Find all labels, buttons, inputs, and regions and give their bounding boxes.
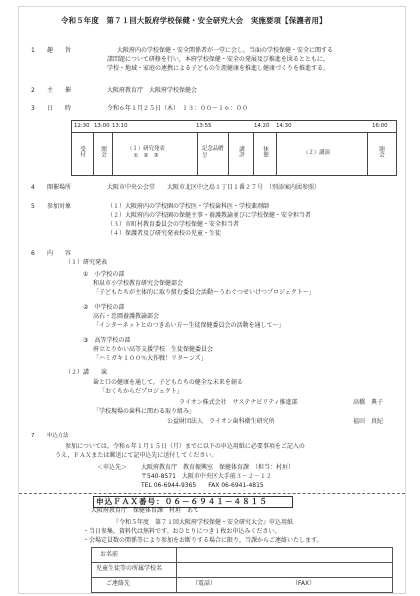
s1-line-1: 大阪府内の学校保健・安全関係者が一堂に会し，当面の学校保健・安全に関する: [117, 47, 334, 54]
dest-line-1: 大阪府教育庁 教育振興室 保健体育課 （担当：村垣）: [141, 464, 295, 471]
form-divider: [176, 548, 177, 592]
cell-heikai: 閉会: [378, 146, 384, 158]
cut-line: [19, 493, 405, 494]
dest-label: ＜申込先＞: [97, 464, 128, 471]
lecture-title-1: 歯と口の健康を通して，子どもたちの健全な未来を創る: [93, 379, 243, 386]
cell-lecture: （２）講演: [277, 132, 368, 175]
p1-org: 和泉市小学校教育研究会保健部会: [93, 280, 184, 287]
speaker1-name: 高橋 典子: [353, 399, 384, 406]
dest-line-3: TEL 06-6944-9365 FAX 06-6941-4815: [141, 482, 264, 489]
speaker1-org: ライオン株式会社 サステナビリティ推進部: [179, 399, 298, 406]
s3-label: 日 時: [47, 105, 72, 112]
s1-line-3: 学校・地域・家庭の連携による子どもの生涯健康を推進し健康づくりを推進する。: [107, 65, 330, 72]
page-title: 令和５年度 第７１回大阪府学校保健・安全研究大会 実施要項【保護者用】: [61, 16, 327, 25]
s2-text: 大阪府教育庁 大阪府学校保健会: [107, 87, 198, 94]
form-field-school[interactable]: [178, 563, 390, 576]
s5-item-1: （１）大阪府内の学校園の学校医・学校歯科医・学校薬剤師: [107, 203, 270, 210]
p3-head: ③ 高等学校の部: [83, 337, 131, 344]
s2-label: 主 催: [47, 87, 72, 94]
cell-kaikai: 開会: [94, 132, 113, 175]
s7-label: 申込方法: [47, 433, 69, 439]
p3-topic: 「ハミガキ１００％大作戦！リターンズ」: [93, 355, 207, 362]
s1-line-2: 諸問題について研修を行い，本府学校保健・安全の発展及び推進を図るとともに，: [107, 56, 329, 63]
p1-topic: 「子どもたちが主体的に取り組む委員会活動～うわぐつせいけつプロジェクト～」: [93, 289, 315, 296]
application-form: [91, 547, 393, 593]
form-title: 『令和５年度 第７１回大阪府学校保健・安全研究大会』申込用紙: [113, 519, 294, 526]
s2-num: 2: [31, 87, 35, 94]
s3-num: 3: [31, 105, 35, 112]
s6-sub1: （１）研究発表: [65, 259, 108, 266]
form-field-phone[interactable]: [216, 578, 288, 590]
time-1230: 12:30: [74, 123, 90, 129]
time-1355: 13:55: [196, 123, 212, 129]
cell-kohyo: 講評: [229, 132, 254, 175]
cell-research: （１）研究発表 ① ② ③: [113, 132, 198, 175]
s4-text: 大阪市中央公会堂 大阪市北区中之島１丁目１番２７号 （別添案内図参照）: [107, 184, 321, 191]
s7-line-2: うえ，ＦＡＸまたは郵送にて記申込先に送付してください。: [55, 452, 218, 459]
cell-kyukei: 休憩: [254, 132, 277, 175]
time-1600: 16:00: [372, 123, 388, 129]
p3-org: 府立とりかい高等支援学校 生徒保健委員会: [93, 346, 214, 353]
s7-line-1: 参加については，令和６年１月１５日（月）までに以下の申込用紙に必要事項をご記入の: [65, 443, 305, 450]
speaker2-org: 公益財団法人 ライオン歯科衛生研究所: [167, 418, 275, 425]
s6-label: 内 容: [47, 250, 72, 257]
s5-item-2: （２）大阪府内の学校園の保健主事・養護教諭並びに学校保健・安全担当者: [107, 212, 312, 219]
cell-uketsuke: 受付: [72, 132, 94, 175]
s7-num: 7: [31, 433, 35, 439]
s4-num: 4: [31, 184, 35, 191]
lecture-title-2: 「おくちからだプロジェクト」: [99, 388, 183, 395]
form-phone-label: （電話）: [192, 580, 217, 587]
document-page: [18, 6, 406, 594]
speaker-topic: 「学校現場の歯科に関わる取り組み」: [93, 408, 196, 415]
s4-label: 開催場所: [47, 184, 72, 191]
time-1430: 14:30: [276, 123, 292, 129]
note-1: ・当日参集，資料代は無料です。おひとりにつき１枚お申込みください。: [83, 528, 281, 535]
schedule-table: [71, 120, 397, 176]
fax-number-banner: 申込ＦＡＸ番号：０６－６９４１－４８１５: [93, 496, 293, 508]
form-label-school: 児童生徒等の所属学校名: [96, 565, 163, 572]
speaker2-name: 福田 真紀: [353, 418, 384, 425]
form-fax-label: （FAX）: [292, 580, 316, 587]
s1-num: 1: [31, 47, 35, 54]
form-field-name[interactable]: [178, 549, 390, 561]
p1-head: ① 小学校の部: [83, 271, 125, 278]
time-1310: 13:10: [112, 123, 128, 129]
note-2: ・会場定員数の関係等により参加をお断りする場合に限り，当課からご連絡いたします。: [83, 537, 323, 544]
p2-head: ② 中学校の部: [83, 304, 125, 311]
fax-to: 大阪府教育庁 保健体育課 村垣 あて: [91, 507, 200, 514]
p2-topic: 「インターネットとのつきあい方～生徒保健委員会の活動を通して～」: [93, 322, 285, 329]
s5-label: 参加対象: [47, 203, 72, 210]
s5-item-3: （３）市町村教育委員会の学校保健・安全担当者: [107, 221, 240, 228]
s3-text: 令和６年１月２５日（木） １３：００～１６：００: [107, 105, 249, 112]
time-1300: 13:00: [94, 123, 110, 129]
s6-num: 6: [31, 250, 35, 257]
s5-item-4: （４）保護者及び研究発表校の児童・生徒: [107, 230, 222, 237]
s6-sub2: （２）講 演: [65, 369, 108, 376]
s1-label: 趣 旨: [47, 47, 72, 54]
form-field-fax[interactable]: [318, 578, 390, 590]
form-label-contact: ご連絡先: [106, 580, 131, 587]
cell-kinenhin: 記念品贈呈: [198, 132, 229, 175]
p2-org: 高石・忠岡養護教諭部会: [93, 313, 160, 320]
s5-num: 5: [31, 203, 35, 210]
form-label-name: お名前: [100, 551, 119, 558]
dest-line-2: 〒540-8571 大阪市中央区大手前３－２－１２: [141, 473, 272, 480]
time-1420: 14:20: [254, 123, 270, 129]
